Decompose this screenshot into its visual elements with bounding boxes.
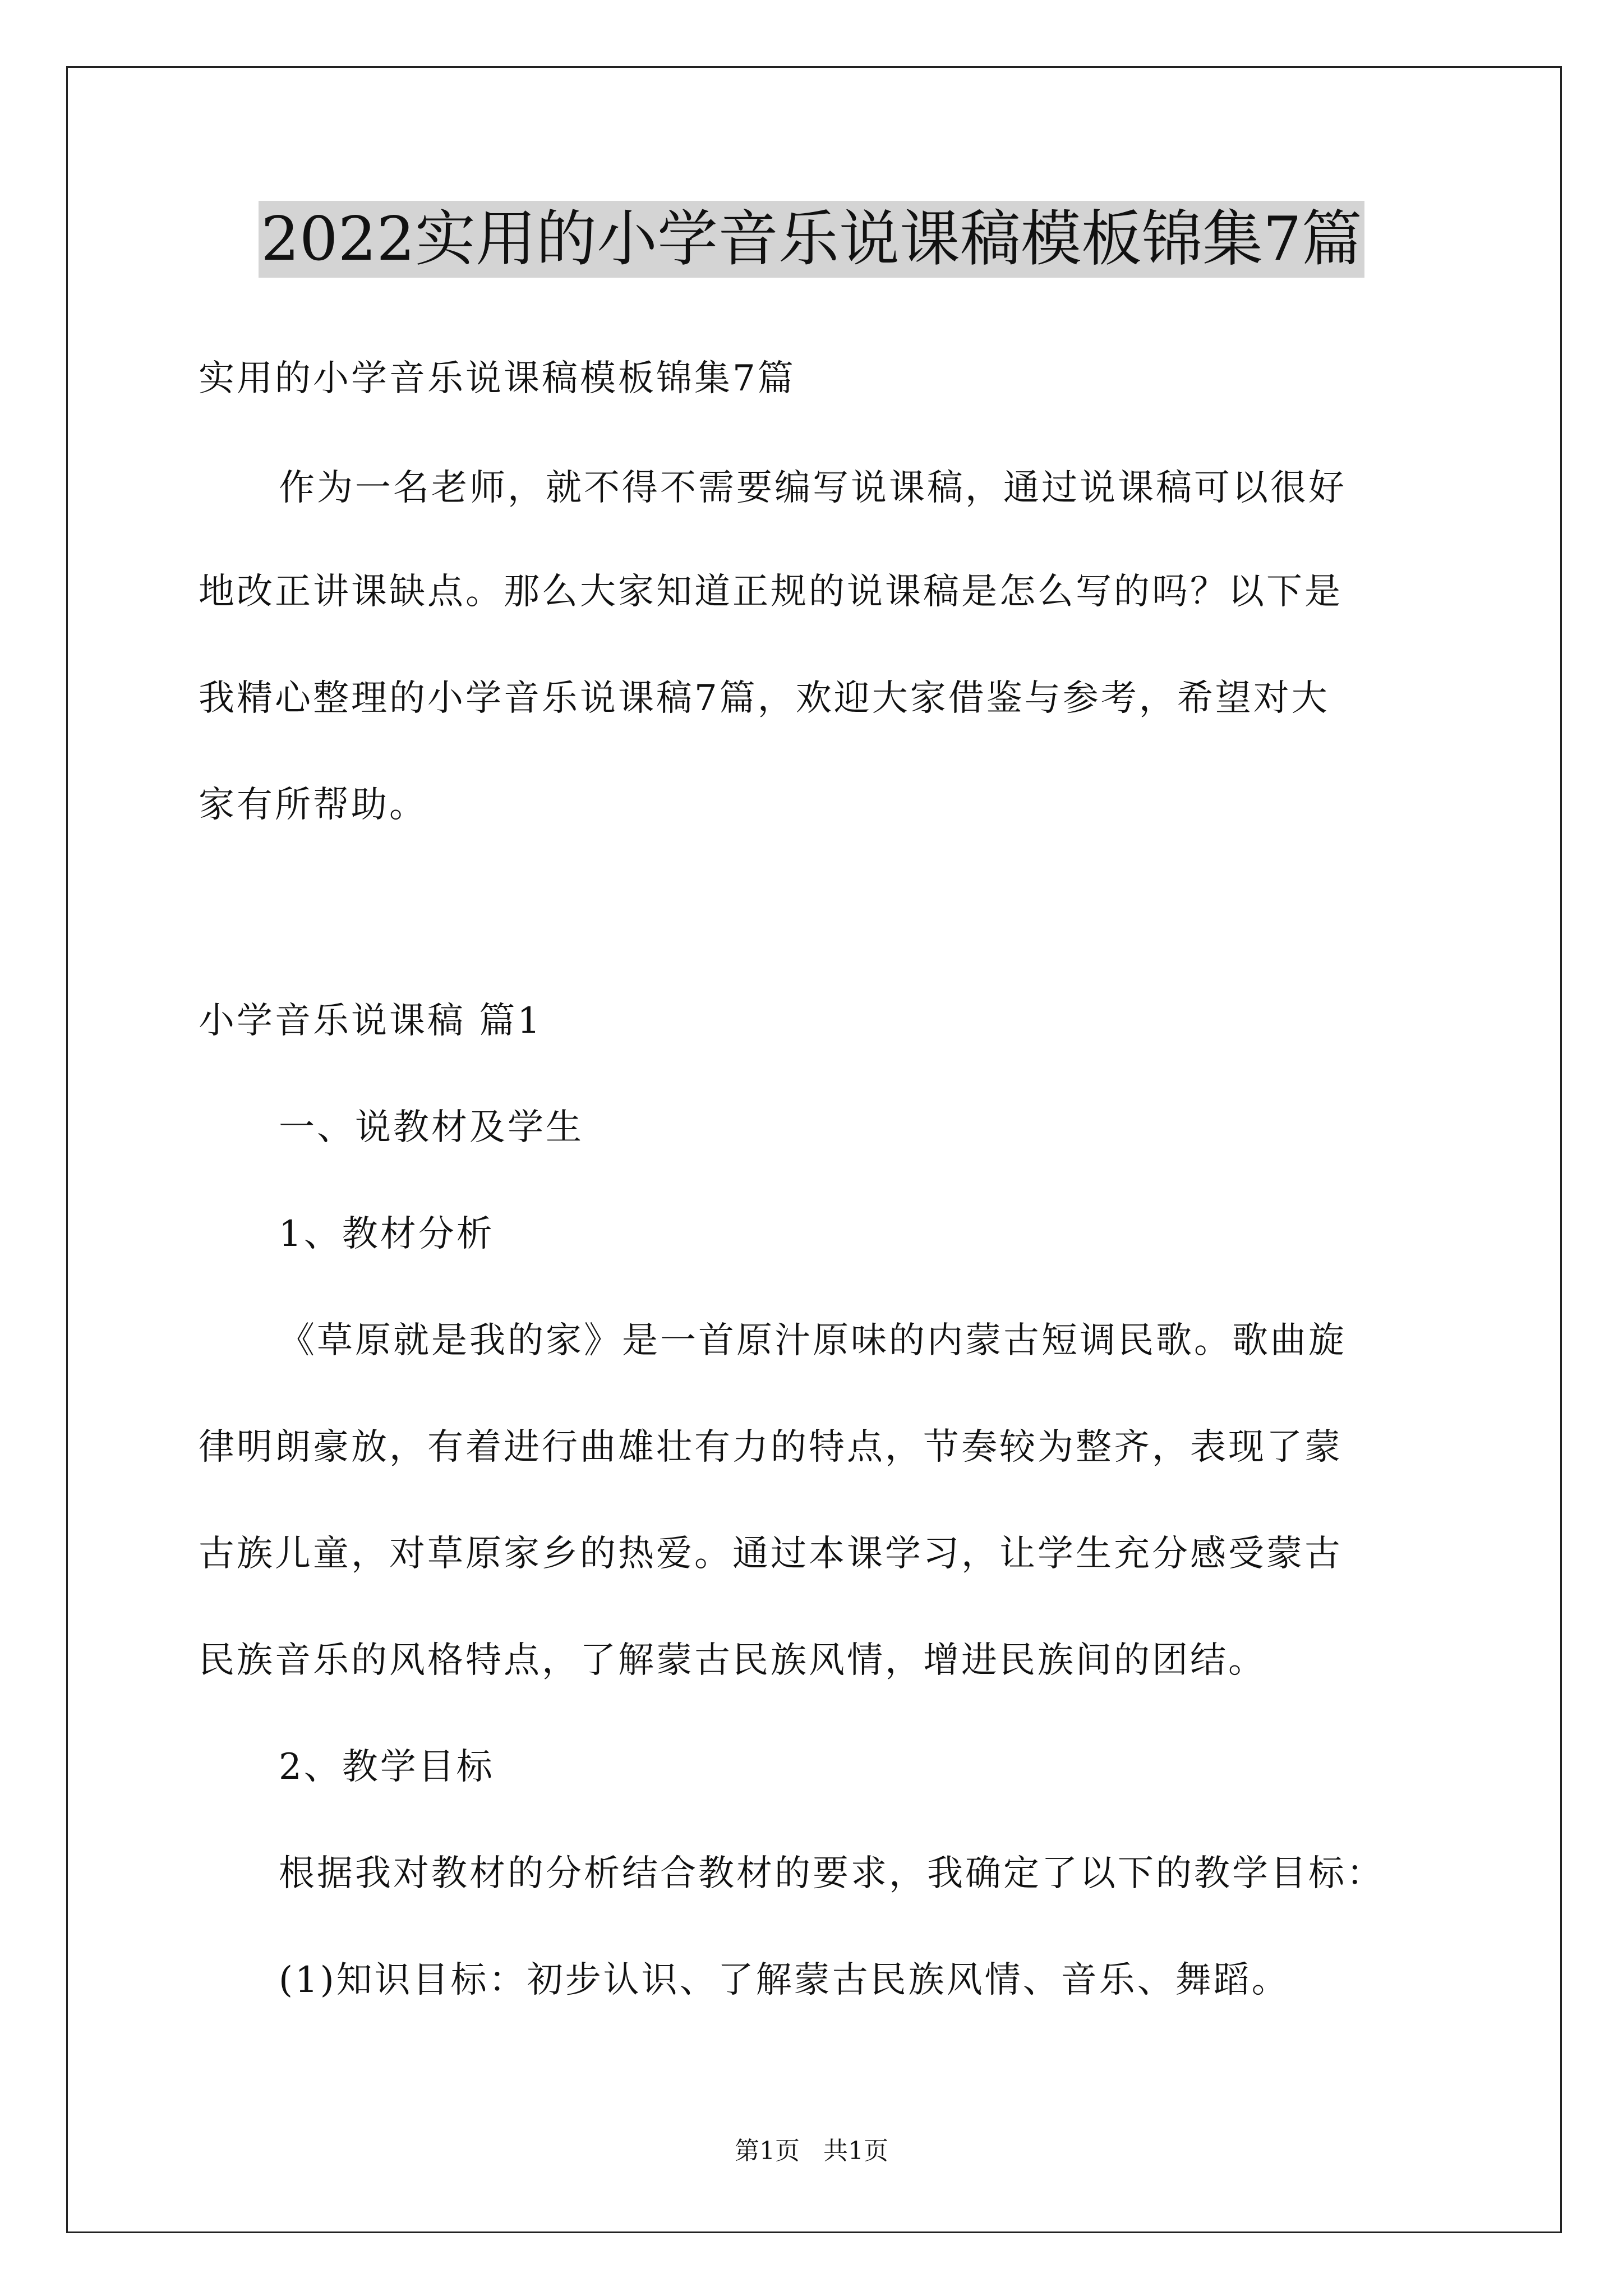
paragraph-line: (1)知识目标：初步认识、了解蒙古民族风情、音乐、舞蹈。 (279, 1959, 1290, 2001)
document-title-text: 2022实用的小学音乐说课稿模板锦集7篇 (259, 201, 1364, 278)
paragraph-line: 《草原就是我的家》是一首原汁原味的内蒙古短调民歌。歌曲旋 (279, 1320, 1347, 1361)
subsection-heading: 2、教学目标 (279, 1746, 495, 1788)
paragraph-line: 律明朗豪放，有着进行曲雄壮有力的特点，节奏较为整齐，表现了蒙 (199, 1427, 1343, 1468)
subsection-heading: 一、说教材及学生 (279, 1107, 584, 1148)
subtitle-line: 实用的小学音乐说课稿模板锦集7篇 (199, 358, 796, 399)
section-heading: 小学音乐说课稿 篇1 (199, 1000, 543, 1042)
paragraph-line: 根据我对教材的分析结合教材的要求，我确定了以下的教学目标： (279, 1853, 1385, 1894)
page-footer: 第1页 共1页 (735, 2137, 888, 2165)
paragraph-line: 民族音乐的风格特点，了解蒙古民族风情，增进民族间的团结。 (199, 1640, 1266, 1681)
paragraph-line: 古族儿童，对草原家乡的热爱。通过本课学习，让学生充分感受蒙古 (199, 1533, 1343, 1575)
document-title (0, 200, 1623, 279)
paragraph-line: 家有所帮助。 (199, 784, 427, 826)
paragraph-line: 作为一名老师，就不得不需要编写说课稿，通过说课稿可以很好 (279, 467, 1347, 509)
paragraph-line: 地改正讲课缺点。那么大家知道正规的说课稿是怎么写的吗？以下是 (199, 571, 1343, 613)
paragraph-line: 我精心整理的小学音乐说课稿7篇，欢迎大家借鉴与参考，希望对大 (199, 678, 1330, 719)
subsection-heading: 1、教材分析 (279, 1213, 495, 1255)
